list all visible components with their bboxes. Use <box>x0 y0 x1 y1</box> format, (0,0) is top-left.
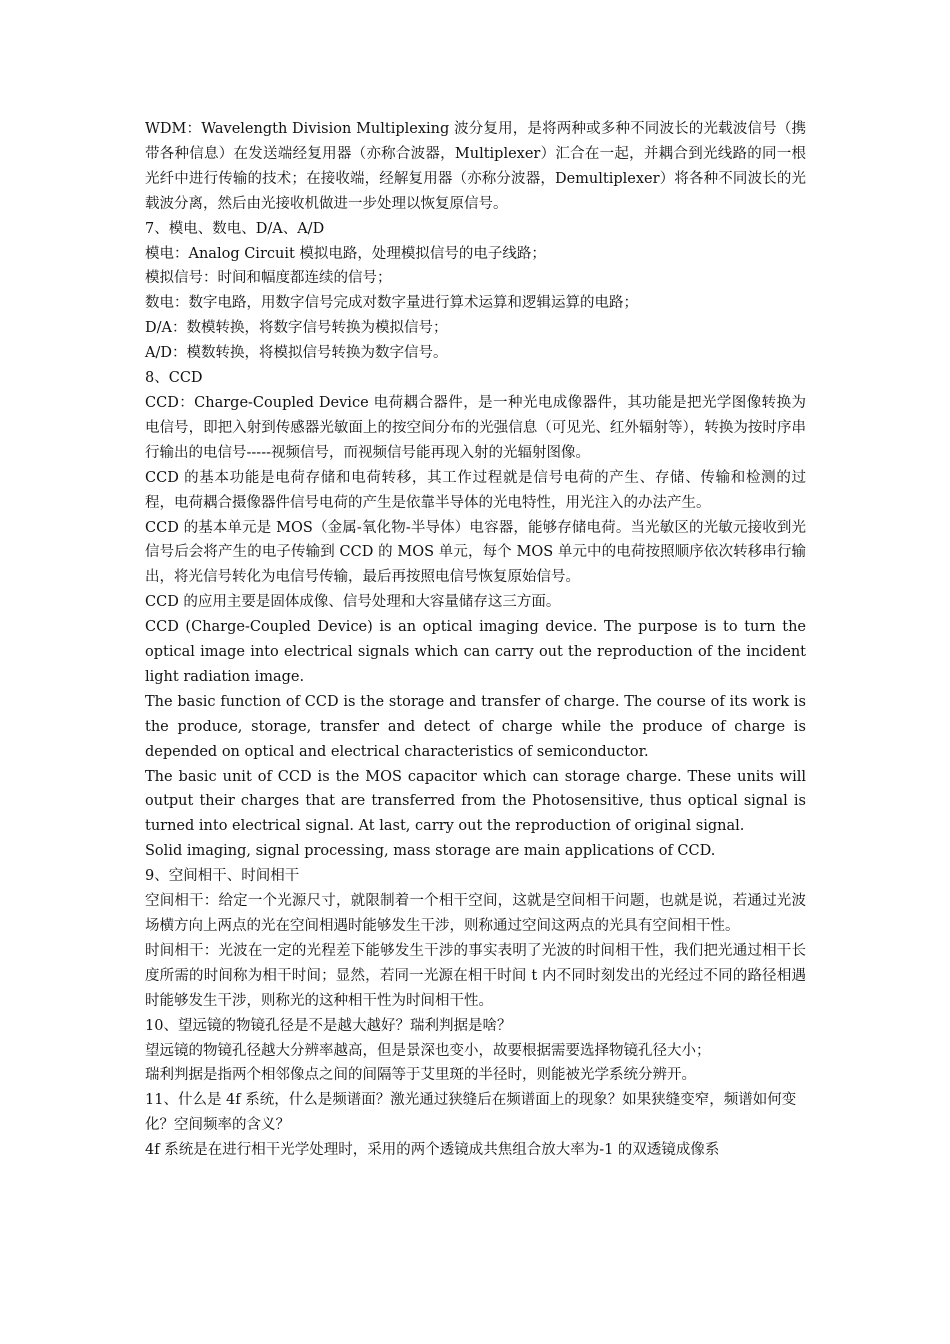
paragraph-temporal-coherence: 时间相干：光波在一定的光程差下能够发生干涉的事实表明了光波的时间相干性，我们把光通过相干长度所需的时间称为相干时间；显然，若同一光源在相干时间 t 内不同时刻发出的光经过不同的路径相遇时能够发生干涉，则称光的这种相干性为时间相干性。 <box>145 942 806 1009</box>
heading-section-7: 7、模电、数电、D/A、A/D <box>145 220 325 237</box>
paragraph-ccd-english-function: The basic function of CCD is the storage and transfer of charge. The course of its work is the produce, storage, transfer and detect of charge while the produce of charge is depended on optical and electrical characteristics of semiconductor. <box>145 693 806 760</box>
heading-section-10: 10、望远镜的物镜孔径是不是越大越好？瑞利判据是啥？ <box>145 1017 512 1034</box>
paragraph-ccd-definition: CCD：Charge-Coupled Device 电荷耦合器件，是一种光电成像器件，其功能是把光学图像转换为电信号，即把入射到传感器光敏面上的按空间分布的光强信息（可见光、红外辐射等），转换为按时序串行输出的电信号-----视频信号，而视频信号能再现入射的光辐射图像。 <box>145 394 806 461</box>
paragraph-analog-circuit: 模电：Analog Circuit 模拟电路，处理模拟信号的电子线路； <box>145 245 546 262</box>
heading-section-8: 8、CCD <box>145 370 203 387</box>
paragraph-rayleigh-criterion: 瑞利判据是指两个相邻像点之间的间隔等于艾里斑的半径时，则能被光学系统分辨开。 <box>145 1067 696 1084</box>
paragraph-ccd-english-applications: Solid imaging, signal processing, mass storage are main applications of CCD. <box>145 843 716 860</box>
heading-section-11: 11、什么是 4f 系统，什么是频谱面？激光通过狭缝后在频谱面上的现象？如果狭缝变窄，频谱如何变化？空间频率的含义？ <box>145 1092 797 1134</box>
paragraph-ccd-english-definition: CCD (Charge-Coupled Device) is an optical imaging device. The purpose is to turn the optical image into electrical signals which can carry out the reproduction of the incident light radiation image. <box>145 619 806 685</box>
paragraph-ad: A/D：模数转换，将模拟信号转换为数字信号。 <box>145 345 448 362</box>
paragraph-telescope-aperture: 望远镜的物镜孔径越大分辨率越高，但是景深也变小，故要根据需要选择物镜孔径大小； <box>145 1042 711 1059</box>
paragraph-4f-system: 4f 系统是在进行相干光学处理时，采用的两个透镜成共焦组合放大率为-1 的双透镜成像系 <box>145 1142 720 1159</box>
paragraph-ccd-applications: CCD 的应用主要是固体成像、信号处理和大容量储存这三方面。 <box>145 594 561 611</box>
heading-section-9: 9、空间相干、时间相干 <box>145 868 300 885</box>
paragraph-analog-signal: 模拟信号：时间和幅度都连续的信号； <box>145 270 392 287</box>
paragraph-wdm: WDM：Wavelength Division Multiplexing 波分复用，是将两种或多种不同波长的光载波信号（携带各种信息）在发送端经复用器（亦称合波器，Multiplexer）汇合在一起，并耦合到光线路的同一根光纤中进行传输的技术；在接收端，经解复用器（亦称分波器，Demultiplexer）将各种不同波长的光载波分离，然后由光接收机做进一步处理以恢复原信号。 <box>145 121 806 212</box>
paragraph-da: D/A：数模转换，将数字信号转换为模拟信号； <box>145 320 448 337</box>
paragraph-ccd-function: CCD 的基本功能是电荷存储和电荷转移，其工作过程就是信号电荷的产生、存储、传输和检测的过程，电荷耦合摄像器件信号电荷的产生是依靠半导体的光电特性，用光注入的办法产生。 <box>145 469 806 511</box>
paragraph-ccd-unit: CCD 的基本单元是 MOS（金属-氧化物-半导体）电容器，能够存储电荷。当光敏区的光敏元接收到光信号后会将产生的电子传输到 CCD 的 MOS 单元，每个 MOS 单元中的电荷按照顺序依次转移串行输出，将光信号转化为电信号传输，最后再按照电信号恢复原始信号。 <box>145 519 806 586</box>
paragraph-spatial-coherence: 空间相干：给定一个光源尺寸，就限制着一个相干空间，这就是空间相干问题，也就是说，若通过光波场横方向上两点的光在空间相遇时能够发生干涉，则称通过空间这两点的光具有空间相干性。 <box>145 893 806 934</box>
paragraph-ccd-english-unit: The basic unit of CCD is the MOS capacitor which can storage charge. These units will output their charges that are transferred from the Photosensitive, thus optical signal is turned into electrical signal. At last, carry out the reproduction of original signal. <box>145 768 806 835</box>
paragraph-digital-circuit: 数电：数字电路，用数字信号完成对数字量进行算术运算和逻辑运算的电路； <box>145 295 638 312</box>
